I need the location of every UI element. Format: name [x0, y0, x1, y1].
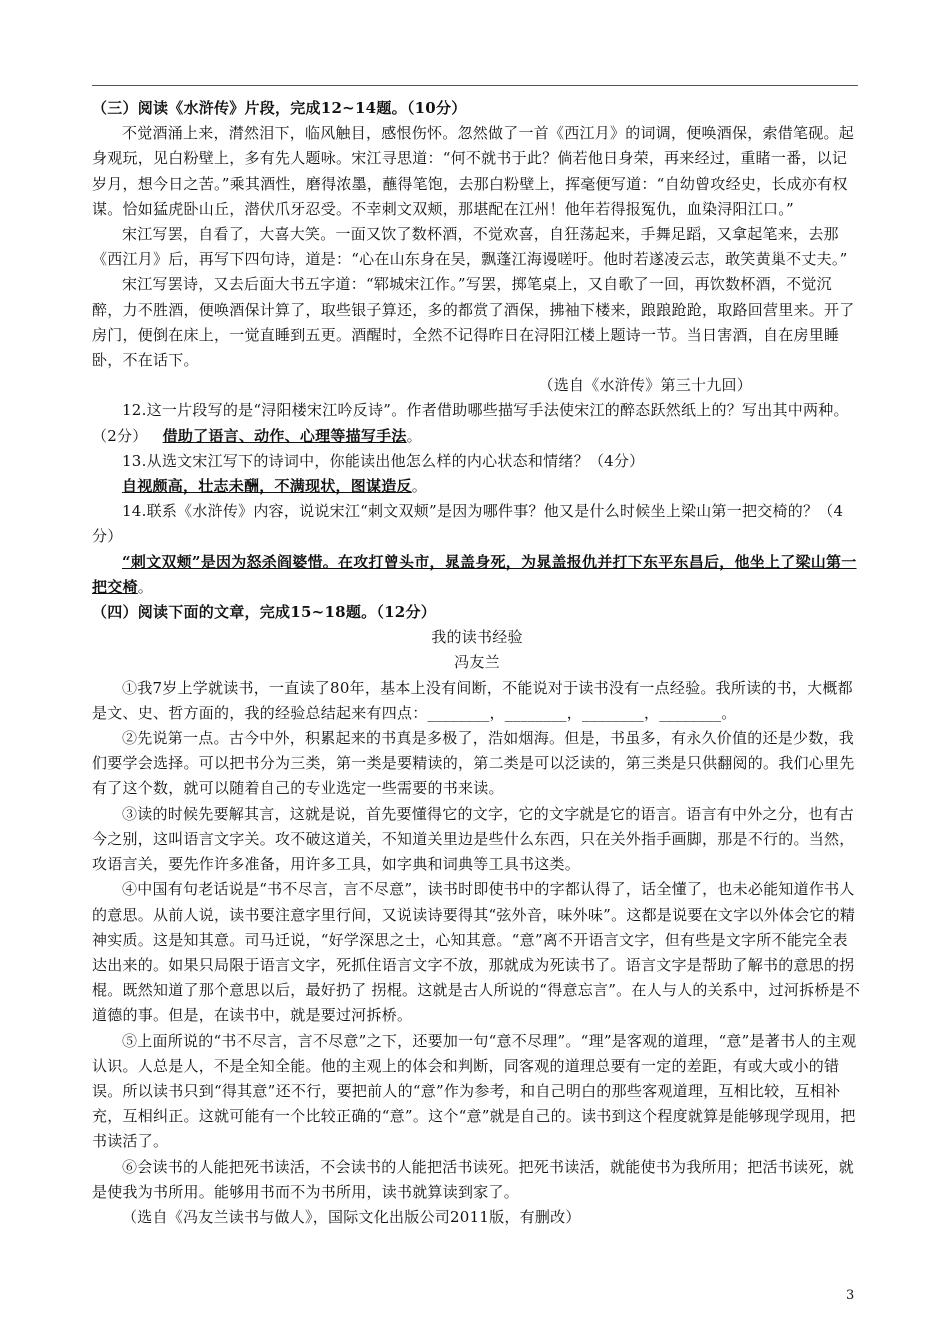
question-13: 13.从选文宋江写下的诗词中，你能读出他怎么样的内心状态和情绪？（4分） [122, 451, 645, 470]
answer-14-end: 。 [137, 577, 154, 596]
answer-12-end: 。 [406, 426, 422, 445]
answer-12: 借助了语言、动作、心理等描写手法 [162, 426, 407, 445]
page-number: 3 [846, 1288, 855, 1303]
excerpt-para-1: 不觉酒涌上来，潸然泪下，临风触目，感恨伤怀。忽然做了一首《西江月》的词调，便唤酒保，索借笔砚。起身观玩，见白粉壁上，多有先人题咏。宋江寻思道：“何不就书于此？倘若他日身荣，再来经过，重睹一番，以记岁月，想今日之苦。”乘其酒性，磨得浓墨，蘸得笔饱，去那白粉壁上，挥毫便写道：“自幼曾攻经史，长成亦有权谋。恰如猛虎卧山丘，潜伏爪牙忍受。不幸刺文双颊，那堪配在江州！他年若得报冤仇，血染浔阳江口。” [92, 124, 855, 218]
document-body [92, 96, 862, 1230]
article-para-2: ②先说第一点。古今中外，积累起来的书真是多极了，浩如烟海。但是，书虽多，有永久价值的还是少数，我们要学会选择。可以把书分为三类，第一类是要精读的，第二类是可以泛读的，第三类是只供翻阅的。我们心里先有了这个数，就可以随着自己的专业选定一些需要的书来读。 [92, 729, 855, 798]
answer-13-end: 。 [411, 477, 428, 496]
article-para-3: ③读的时候先要解其言，这就是说，首先要懂得它的文字，它的文字就是它的语言。语言有中外之分，也有古今之别，这叫语言文字关。攻不破这道关，不知道关里边是些什么东西，只在关外指手画脚，那是不行的。当然，攻语言关，要先作许多准备，用许多工具，如字典和词典等工具书这类。 [92, 804, 855, 874]
answer-13-line [92, 474, 862, 499]
question-12-text: 12.这一片段写的是“浔阳楼宋江吟反诗”。作者借助哪些描写手法使宋江的醉态跃然纸上的？写出其中两种。（2分） [92, 401, 849, 445]
excerpt-para-2: 宋江写罢，自看了，大喜大笑。一面又饮了数杯酒，不觉欢喜，自狂荡起来，手舞足蹈，又拿起笔来，去那《西江月》后，再写下四句诗，道是：“心在山东身在吴，飘蓬江海谩嗟吁。他时若遂凌云志，敢笑黄巢不丈夫。” [92, 225, 848, 269]
article-para-1: ①我7岁上学就读书，一直读了80年，基本上没有间断，不能说对于读书没有一点经验。我所读的书，大概都是文、史、哲方面的，我的经验总结起来有四点：________，________，________，________。 [92, 678, 853, 722]
excerpt-para-3: 宋江写罢诗，又去后面大书五字道：“郓城宋江作。”写罢，掷笔桌上，又自歌了一回，再饮数杯酒，不觉沉醉，力不胜酒，便唤酒保计算了，取些银子算还，多的都赏了酒保，拂袖下楼来，踉踉跄跄，取路回营里来。开了房门，便倒在床上，一觉直睡到五更。酒醒时，全然不记得昨日在浔阳江楼上题诗一节。当日害酒，自在房里睡卧，不在话下。 [92, 275, 855, 370]
excerpt-source: （选自《水浒传》第三十九回） [538, 376, 752, 395]
article-title: 我的读书经验 [431, 628, 523, 647]
article-para-6: ⑥会读书的人能把死书读活，不会读书的人能把活书读死。把死书读活，就能使书为我所用；把活书读死，就是使我为书所用。能够用书而不为书所用，读书就算读到家了。 [92, 1157, 855, 1201]
header-rule [92, 85, 858, 86]
question-12 [92, 398, 862, 448]
answer-14-line [92, 550, 862, 600]
article-citation: （选自《冯友兰读书与做人》，国际文化出版公司2011版，有删改） [122, 1207, 581, 1226]
article-author: 冯友兰 [454, 653, 500, 672]
article-para-4: ④中国有句老话说是“书不尽言，言不尽意”，读书时即使书中的字都认得了，话全懂了，也未必能知道作书人的意思。从前人说，读书要注意字里行间，又说读诗要得其“弦外音，味外味”。这都是说要在文字以外体会它的精神实质。这是知其意。司马迁说，“好学深思之士，心知其意。“意”离不开语言文字，但有些是文字所不能完全表达出来的。如果只局限于语言文字，死抓住语言文字不放，那就成为死读书了。语言文字是帮助了解书的意思的拐棍。既然知道了那个意思以后，最好扔了 拐棍。这就是古人所说的“得意忘言”。在人与人的关系中，过河拆桥是不道德的事。但是，在读书中，就是要过河拆桥。 [92, 880, 861, 1025]
question-14: 14.联系《水浒传》内容，说说宋江“刺文双颊”是因为哪件事？他又是什么时候坐上梁山第一把交椅的？（4分） [92, 502, 844, 546]
answer-13: 自视颇高，壮志未酬，不满现状，图谋造反 [122, 477, 412, 496]
answer-14: “刺文双颊”是因为怒杀阎婆惜。在攻打曾头市，晁盖身死，为晁盖报仇并打下东平东昌后，他坐上了梁山第一把交椅 [92, 552, 857, 596]
section3-heading: （三）阅读《水浒传》片段，完成12~14题。（10分） [92, 99, 467, 117]
article-para-5: ⑤上面所说的“书不尽言，言不尽意”之下，还要加一句“意不尽理”。“理”是客观的道理，“意”是著书人的主观认识。人总是人，不是全知全能。他的主观上的体会和判断，同客观的道理总要有一定的差距，有或大或小的错误。所以读书只到“得其意”还不行，要把前人的“意”作为参考，和自己明白的那些客观道理，互相比较，互相补充，互相纠正。这就可能有一个比较正确的“意”。这个“意”就是自己的。读书到这个程度就算是能够现学现用，把书读活了。 [92, 1031, 857, 1151]
section4-heading: （四）阅读下面的文章，完成15~18题。（12分） [92, 603, 436, 622]
